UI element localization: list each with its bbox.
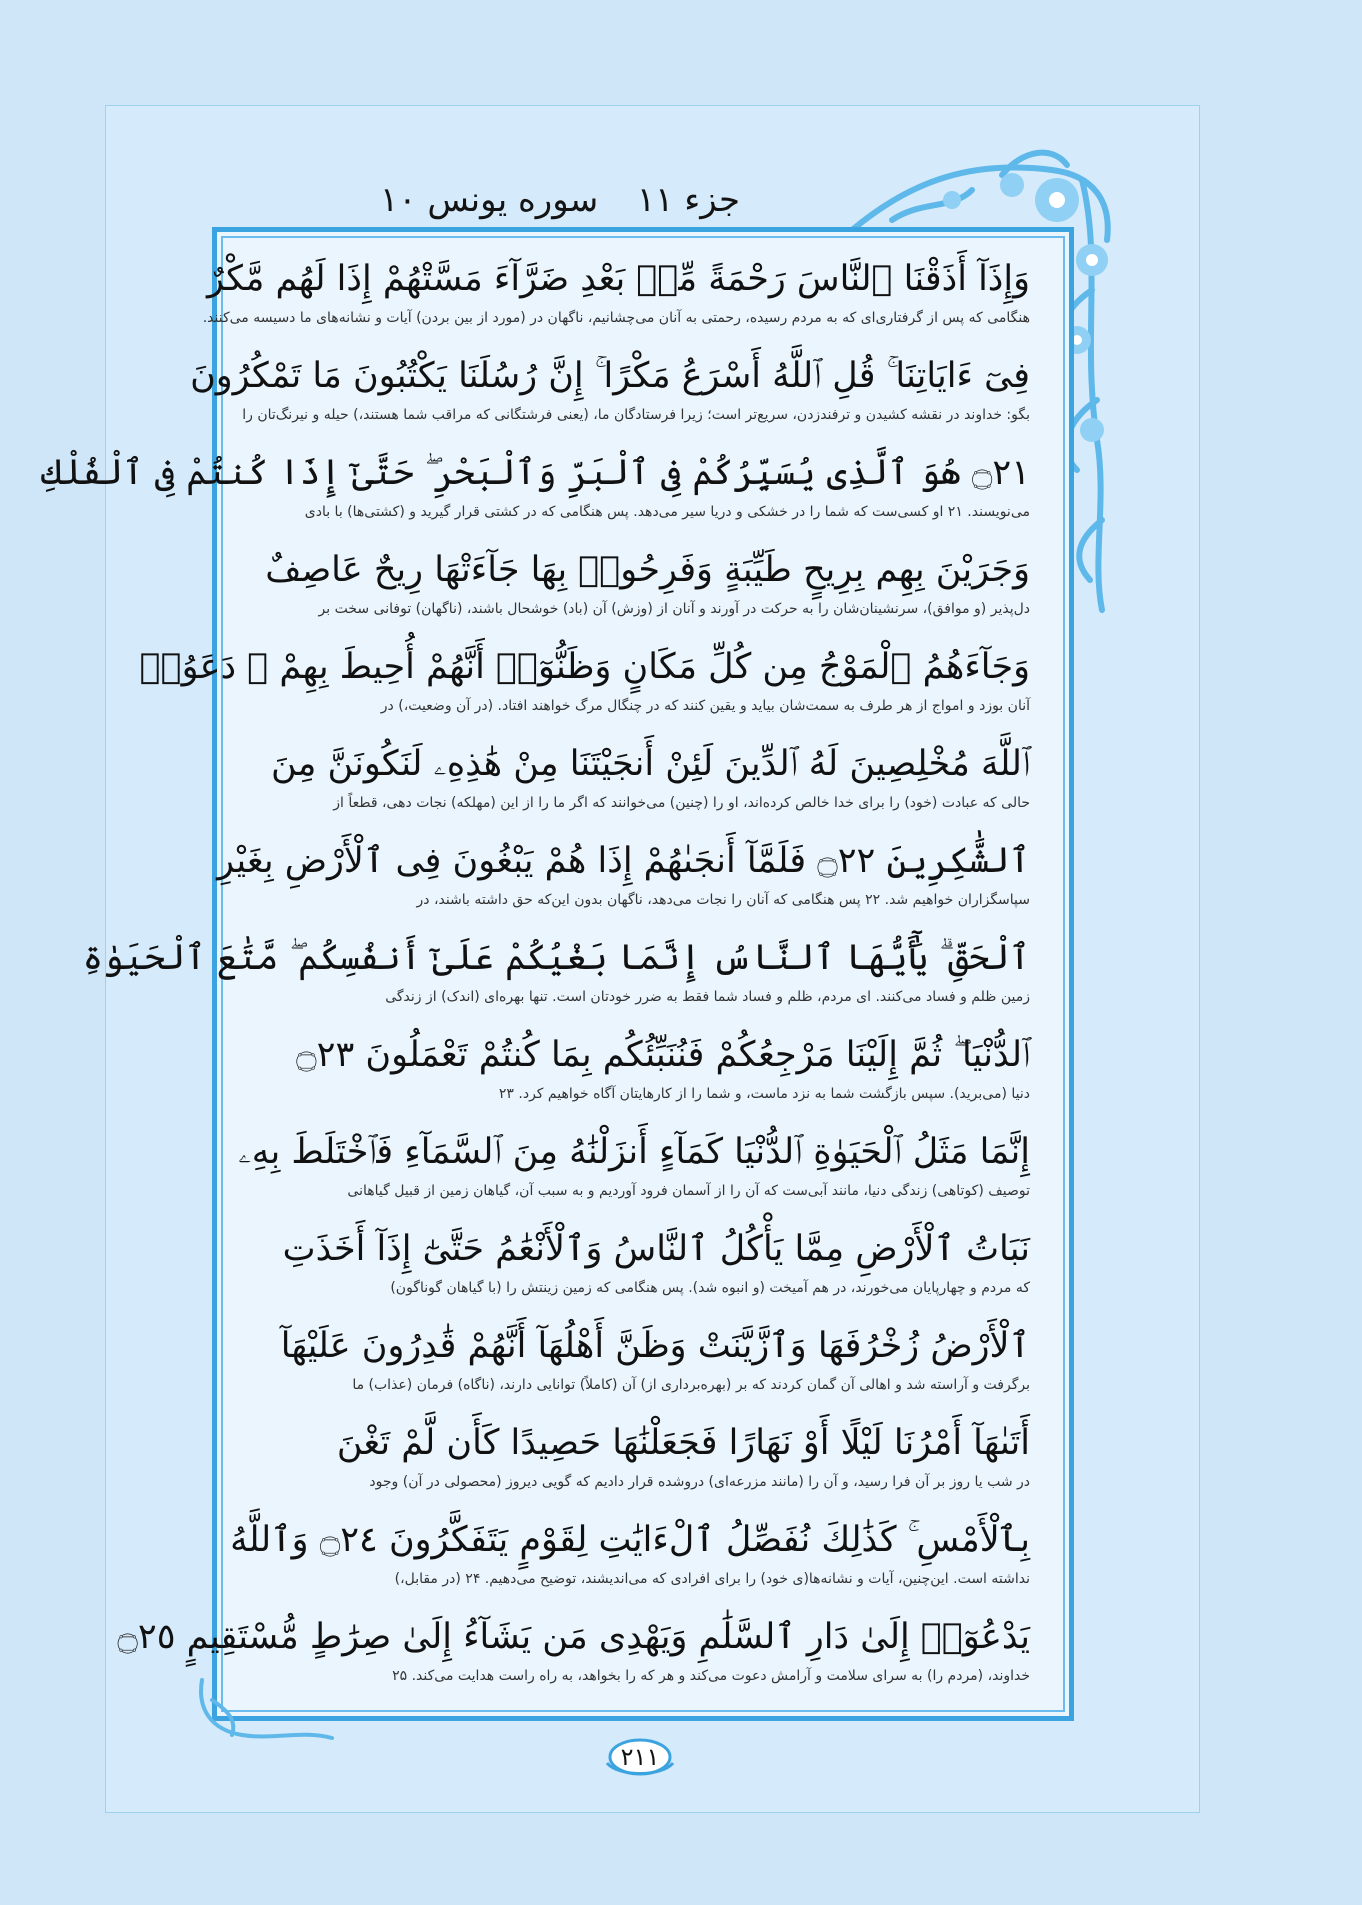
page-header bbox=[380, 170, 740, 220]
translation-text: توصیف (کوتاهی) زندگی دنیا، مانند آبی‌ست که آن را از آسمان فرود آوردیم و به سبب آن، گیاهان زمین از قبیل گیاهانی bbox=[347, 1183, 1030, 1199]
verse-line bbox=[202, 250, 1030, 347]
page-number: ۲۱۱ bbox=[620, 1743, 660, 1771]
verse-line bbox=[217, 832, 1030, 929]
arabic-text: أَتَىٰهَآ أَمْرُنَا لَيْلًا أَوْ نَهَارًا فَجَعَلْنَٰهَا حَصِيدًا كَأَن لَّمْ تَغْنَ bbox=[336, 1423, 1030, 1463]
juz-label: جزء ۱۱ bbox=[636, 180, 740, 220]
arabic-text: ٱلشَّٰكِرِينَ ۝٢٢ فَلَمَّآ أَنجَىٰهُمْ إِذَا هُمْ يَبْغُونَ فِى ٱلْأَرْضِ بِغَيْرِ bbox=[217, 841, 1030, 881]
verse-line bbox=[139, 638, 1030, 735]
translation-text: می‌نویسند. ۲۱ او کسی‌ست که شما را در خشکی و دریا سیر می‌دهد. پس هنگامی که در کشتی قرار گیرید و (کشتی‌ها) با بادی bbox=[304, 504, 1030, 520]
arabic-text: إِنَّمَا مَثَلُ ٱلْحَيَوٰةِ ٱلدُّنْيَا كَمَآءٍ أَنزَلْنَٰهُ مِنَ ٱلسَّمَآءِ فَٱخْتَلَطَ بِهِۦ bbox=[238, 1132, 1030, 1172]
translation-text: سپاسگزاران خواهیم شد. ۲۲ پس هنگامی که آنان را نجات می‌دهد، ناگهان بدون این‌که حق داشته باشند، در bbox=[416, 892, 1030, 908]
verse-line bbox=[250, 1414, 1030, 1511]
verse-line bbox=[230, 1511, 1030, 1608]
verse-line bbox=[190, 347, 1030, 444]
translation-text: حالی که عبادت (خود) را برای خدا خالص کرده‌اند، او را (چنین) می‌خوانند که اگر ما را از این (مهلکه) نجات دهی، قطعاً از bbox=[333, 795, 1030, 811]
translation-text: دل‌پذیر (و موافق)، سرنشینان‌شان را به حرکت در آورند و آنان از (وزش) آن (باد) خوشحال باشند، (ناگهان) توفانی سخت بر bbox=[318, 601, 1030, 617]
surah-label: سوره یونس ۱۰ bbox=[380, 180, 599, 220]
quran-text-block bbox=[40, 250, 1030, 1710]
translation-text: بگو: خداوند در نقشه کشیدن و ترفندزدن، سریع‌تر است؛ زیرا فرستادگان ما، (یعنی فرشتگانی که مراقب شما هستند،) حیله و نیرنگ‌تان را bbox=[242, 407, 1030, 423]
verse-line bbox=[250, 541, 1030, 638]
arabic-text: فِىٓ ءَايَاتِنَا ۚ قُلِ ٱللَّهُ أَسْرَعُ مَكْرًا ۚ إِنَّ رُسُلَنَا يَكْتُبُونَ مَا تَمْكُرُونَ bbox=[190, 356, 1030, 396]
arabic-text: وَإِذَآ أَذَقْنَا ٱلنَّاسَ رَحْمَةً مِّنۢ بَعْدِ ضَرَّآءَ مَسَّتْهُمْ إِذَا لَهُم مَّكْرٌ bbox=[206, 259, 1030, 299]
arabic-text: بِٱلْأَمْسِ ۚ كَذَٰلِكَ نُفَصِّلُ ٱلْءَايَٰتِ لِقَوْمٍ يَتَفَكَّرُونَ ۝٢٤ وَٱللَّهُ bbox=[230, 1520, 1030, 1560]
arabic-text: ۝٢١ هُوَ ٱلَّذِى يُسَيِّرُكُمْ فِى ٱلْبَرِّ وَٱلْبَحْرِ ۖ حَتَّىٰٓ إِذَا كُنتُمْ فِى ٱلْفُلْكِ bbox=[40, 453, 1030, 493]
arabic-text: وَجَآءَهُمُ ٱلْمَوْجُ مِن كُلِّ مَكَانٍ وَظَنُّوٓا۟ أَنَّهُمْ أُحِيطَ بِهِمْ ۙ دَعَوُا۟ bbox=[139, 647, 1030, 687]
arabic-text: ٱلدُّنْيَا ۖ ثُمَّ إِلَيْنَا مَرْجِعُكُمْ فَنُنَبِّئُكُم بِمَا كُنتُمْ تَعْمَلُونَ ۝٢٣ bbox=[296, 1035, 1030, 1075]
translation-text: که مردم و چهارپایان می‌خورند، در هم آمیخت (و انبوه شد). پس هنگامی که زمین زینتش را (با گیاهان گوناگون) bbox=[390, 1280, 1030, 1296]
verse-line bbox=[117, 1608, 1030, 1698]
page-number-badge bbox=[603, 1735, 677, 1781]
translation-text: نداشته است. این‌چنین، آیات و نشانه‌ها(ی خود) را برای افرادی که می‌اندیشند، توضیح می‌دهیم. ۲۴ (در مقابل،) bbox=[394, 1571, 1030, 1587]
arabic-text: نَبَاتُ ٱلْأَرْضِ مِمَّا يَأْكُلُ ٱلنَّاسُ وَٱلْأَنْعَٰمُ حَتَّىٰٓ إِذَآ أَخَذَتِ bbox=[282, 1229, 1030, 1269]
verse-line bbox=[238, 1123, 1030, 1220]
verse-line bbox=[250, 1026, 1030, 1123]
verse-line bbox=[82, 929, 1030, 1026]
translation-text: در شب یا روز بر آن فرا رسید، و آن را (مانند مزرعه‌ای) دروشده قرار دادیم که گویی دیروز (محصولی در آن) وجود bbox=[369, 1474, 1030, 1490]
arabic-text: ٱلْحَقِّ ۗ يَٰٓأَيُّهَا ٱلنَّاسُ إِنَّمَا بَغْيُكُمْ عَلَىٰٓ أَنفُسِكُم ۖ مَّتَٰعَ ٱلْحَيَوٰةِ bbox=[82, 938, 1030, 978]
translation-text: دنیا (می‌برید). سپس بازگشت شما به نزد ماست، و شما را از کارهایتان آگاه خواهیم کرد. ۲۳ bbox=[498, 1086, 1030, 1102]
corner-ornament bbox=[192, 1680, 342, 1750]
arabic-text: ٱلْأَرْضُ زُخْرُفَهَا وَٱزَّيَّنَتْ وَظَنَّ أَهْلُهَآ أَنَّهُمْ قَٰدِرُونَ عَلَيْهَآ bbox=[280, 1326, 1030, 1366]
translation-text: خداوند، (مردم را) به سرای سلامت و آرامش دعوت می‌کند و هر که را بخواهد، به راه راست هدایت می‌کند. ۲۵ bbox=[392, 1668, 1030, 1684]
verse-line bbox=[250, 735, 1030, 832]
arabic-text: ٱللَّهَ مُخْلِصِينَ لَهُ ٱلدِّينَ لَئِنْ أَنجَيْتَنَا مِنْ هَٰذِهِۦ لَنَكُونَنَّ مِنَ bbox=[270, 744, 1030, 784]
verse-line bbox=[250, 1317, 1030, 1414]
verse-line bbox=[40, 444, 1030, 541]
arabic-text: يَدْعُوٓا۟ إِلَىٰ دَارِ ٱلسَّلَٰمِ وَيَهْدِى مَن يَشَآءُ إِلَىٰ صِرَٰطٍ مُّسْتَقِيمٍ ۝٢٥ bbox=[117, 1617, 1030, 1657]
translation-text: آنان بوزد و امواج از هر طرف به سمت‌شان بیاید و یقین کنند که در چنگال مرگ خواهند افتاد. (در آن وضعیت،) در bbox=[380, 698, 1030, 714]
verse-line bbox=[250, 1220, 1030, 1317]
translation-text: زمین ظلم و فساد می‌کنند. ای مردم، ظلم و فساد شما فقط به ضرر خودتان است. تنها بهره‌ای (اندک) از زندگی bbox=[385, 989, 1030, 1005]
translation-text: هنگامی که پس از گرفتاری‌ای که به مردم رسیده، رحمتی به آنان می‌چشانیم، ناگهان در (مورد از بین بردن) آیات و نشانه‌های ما دسیسه می‌کنند. bbox=[202, 310, 1030, 326]
arabic-text: وَجَرَيْنَ بِهِم بِرِيحٍ طَيِّبَةٍ وَفَرِحُوا۟ بِهَا جَآءَتْهَا رِيحٌ عَاصِفٌ bbox=[265, 550, 1030, 590]
translation-text: برگرفت و آراسته شد و اهالی آن گمان کردند که بر (بهره‌برداری از) آن (کاملاً) توانایی دارند، (ناگاه) فرمان (عذاب) ما bbox=[352, 1377, 1030, 1393]
